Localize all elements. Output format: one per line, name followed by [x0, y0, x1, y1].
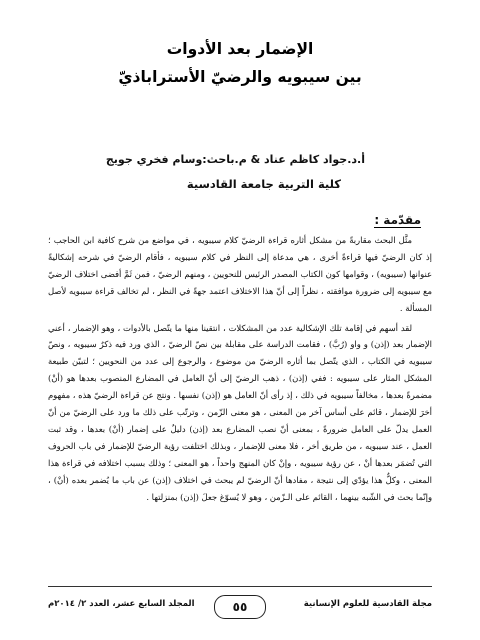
- page-number: ٥٥: [232, 600, 248, 614]
- body-text: [48, 232, 432, 506]
- paragraph: لقد أسهم في إقامة تلك الإشكالية عدد من المشكلات ، انتقينا منها ما يتّصل بالأدوات ، وهو الإضمار ، أعني الإضمار بعد (إذن) و واو (رُبَّ) ، فقامت الدراسة على مقابلة بين نصّ الرضيّ ، الذي ورد فيه ذكرٌ سيبويه ، ونصّ سيبويه في الكتاب ، الذي يتّصل بما أثاره الرضيّ من موضوع ، والرجوع إلى عدد من النحويين ؛ لتبيّن طبيعة المشكل المثار على سيبويه : ففي (إذن) ، ذهب الرضيّ إلى أنّ العامل في المضارع المنصوب بعدها هو (أنْ) مضمرةً بعدها ، مخالفاً سيبويه في ذلك ، إذ رأى أنّ العامل هو (إذن) نفسها . ونتج عن قراءة الرضيّ هذه ، مفهوم أخرَ للإضمار ، قائم على أساس آخر من المعنى ، هو معنى الزّمن ، وترتّب على ذلك ما ورد على الرضيّ من أنّ العمل يدلّ على العامل ضرورةً ، بمعنى أنّ نصب المضارع بعد (إذن) دليلٌ على إضمار (أنْ) بعدها ، وقد ثبت العمل ، عند سيبويه ، من طريق أخر ، فلا معنى للإضمار ، وبذلك اختلفت رؤية الرضيّ للإضمار في باب الحروف التي تُضمَر بعدها أنْ ، عن رؤية سيبويه ، وإنْ كان المنهج واحداً ، هو المعنى ؛ وذلك بسبب اختلافه في قراءة هذا المعنى ، وكلٌّ هذا يؤدّي إلى نتيجة ، مفادها أنّ الرضيّ لم يبحث في اختلاف (إذن) عن باب ما يُضمر بعده (أنْ) ، وإنّما بحث في الشّبه بينهما ، القائم على الـزّمن ، وهو لا يُسوّغ جعلَ (إذن) بمنزلتها .: [48, 322, 433, 502]
- paragraph: مثَّل البحث مقاربةً من مشكل أثاره قراءة الرضيّ كلام سيبويه ، في مواضع من شرح كافية ابن الحاجب ؛ إذ كان الرضيّ فيها قراءةً أخرى ، هي مدعاة إلى النظر في كلام سيبويه ، فأقام الرضيّ في شرحه إشكاليةً عنوانها (سيبويه) ، وقوامها كون الكتاب المصدر الرئيس للنحويين ، ومنهم الرضيّ ، فمن ثَمَّ أفضى اختلاف الرضيّ مع سيبويه إلى ضرورة موافقته ، نظراً إلى أنّ هذا الاختلاف اعتمد جهةً في النظر ، لم تخالف قراءة سيبويه لأصل المسألة .: [48, 235, 432, 313]
- paper-title-line2: بين سيبويه والرضيّ الأستراباذيّ: [118, 68, 362, 86]
- affiliation: كلية التربية جامعة القادسية: [186, 177, 341, 191]
- intro-heading: مقدّمة :: [374, 213, 421, 227]
- journal-name: مجلة القادسية للعلوم الإنسانية: [303, 599, 432, 609]
- authors: أ.د.جواد كاظم عناد & م.باحث:وسام فخري جويج: [105, 153, 365, 166]
- page-number-badge: [214, 595, 266, 619]
- volume-issue: المجلد السابع عشر، العدد ٢/ ٢٠١٤م: [48, 599, 195, 609]
- page-footer: [48, 595, 432, 619]
- footer-divider: [48, 586, 432, 587]
- paper-title-line1: الإضمار بعد الأدوات: [166, 40, 314, 58]
